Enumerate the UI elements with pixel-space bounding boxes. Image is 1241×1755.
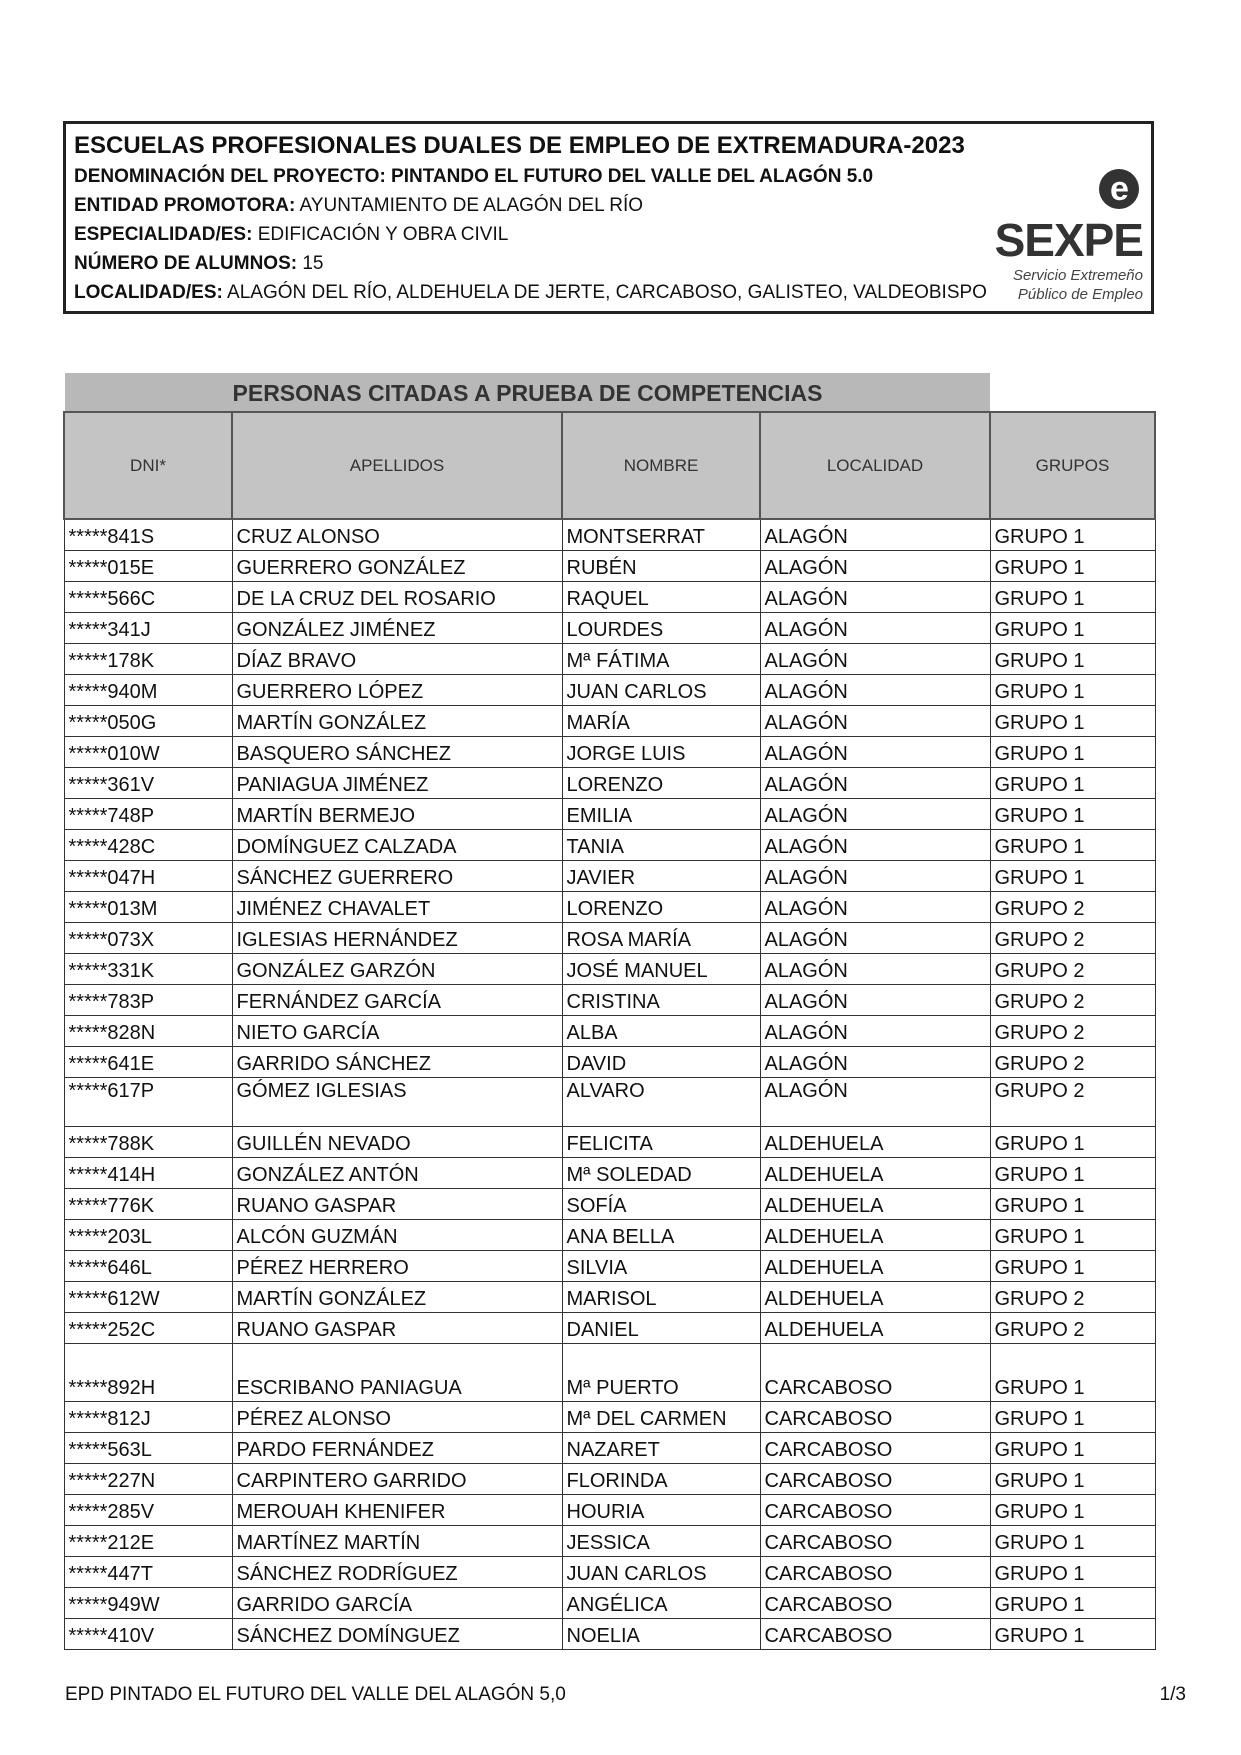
cell-apellidos: PÉREZ ALONSO (232, 1402, 562, 1433)
cell-localidad: ALAGÓN (760, 799, 990, 830)
cell-grupo: GRUPO 1 (990, 861, 1155, 892)
cell-grupo: GRUPO 1 (990, 1344, 1155, 1402)
logo-brand: SEXPE (994, 214, 1143, 266)
cell-apellidos: DOMÍNGUEZ CALZADA (232, 830, 562, 861)
cell-apellidos: GUERRERO LÓPEZ (232, 675, 562, 706)
cell-apellidos: SÁNCHEZ DOMÍNGUEZ (232, 1619, 562, 1650)
cell-localidad: ALDEHUELA (760, 1251, 990, 1282)
cell-grupo: GRUPO 1 (990, 768, 1155, 799)
cell-nombre: JESSICA (562, 1526, 760, 1557)
cell-apellidos: GONZÁLEZ GARZÓN (232, 954, 562, 985)
cell-localidad: ALAGÓN (760, 923, 990, 954)
cell-nombre: MONTSERRAT (562, 519, 760, 551)
cell-localidad: ALDEHUELA (760, 1282, 990, 1313)
cell-dni: *****178K (64, 644, 232, 675)
table-row (64, 613, 1155, 644)
cell-nombre: Mª SOLEDAD (562, 1158, 760, 1189)
cell-grupo: GRUPO 1 (990, 1220, 1155, 1251)
cell-dni: *****212E (64, 1526, 232, 1557)
table-row (64, 1526, 1155, 1557)
table-row (64, 1402, 1155, 1433)
cell-localidad: CARCABOSO (760, 1526, 990, 1557)
table-row (64, 644, 1155, 675)
cell-nombre: JUAN CARLOS (562, 675, 760, 706)
cell-apellidos: DE LA CRUZ DEL ROSARIO (232, 582, 562, 613)
cell-nombre: ROSA MARÍA (562, 923, 760, 954)
table-row (64, 551, 1155, 582)
cell-localidad: ALAGÓN (760, 551, 990, 582)
cell-dni: *****341J (64, 613, 232, 644)
cell-apellidos: PÉREZ HERRERO (232, 1251, 562, 1282)
column-header-nombre: NOMBRE (562, 412, 760, 519)
cell-apellidos: MARTÍN GONZÁLEZ (232, 706, 562, 737)
cell-localidad: ALDEHUELA (760, 1127, 990, 1158)
cell-nombre: JUAN CARLOS (562, 1557, 760, 1588)
cell-dni: *****776K (64, 1189, 232, 1220)
cell-grupo: GRUPO 2 (990, 1047, 1155, 1078)
header-label: NÚMERO DE ALUMNOS: (74, 253, 298, 274)
cell-localidad: ALAGÓN (760, 582, 990, 613)
cell-localidad: CARCABOSO (760, 1495, 990, 1526)
table-row (64, 1619, 1155, 1650)
cell-grupo: GRUPO 1 (990, 1189, 1155, 1220)
cell-grupo: GRUPO 2 (990, 1313, 1155, 1344)
cell-nombre: FLORINDA (562, 1464, 760, 1495)
cell-dni: *****010W (64, 737, 232, 768)
cell-localidad: ALAGÓN (760, 1078, 990, 1127)
cell-localidad: ALAGÓN (760, 675, 990, 706)
cell-grupo: GRUPO 1 (990, 519, 1155, 551)
cell-localidad: CARCABOSO (760, 1344, 990, 1402)
cell-apellidos: RUANO GASPAR (232, 1313, 562, 1344)
cell-grupo: GRUPO 1 (990, 799, 1155, 830)
cell-grupo: GRUPO 1 (990, 1557, 1155, 1588)
cell-apellidos: GUILLÉN NEVADO (232, 1127, 562, 1158)
cell-dni: *****566C (64, 582, 232, 613)
table-row (64, 861, 1155, 892)
column-header-grupos: GRUPOS (990, 412, 1155, 519)
cell-nombre: EMILIA (562, 799, 760, 830)
cell-apellidos: SÁNCHEZ GUERRERO (232, 861, 562, 892)
cell-apellidos: ALCÓN GUZMÁN (232, 1220, 562, 1251)
page-number: 1/3 (1159, 1684, 1186, 1705)
table-row (64, 1344, 1155, 1402)
header-label: ENTIDAD PROMOTORA: (74, 195, 296, 216)
header-label: ESPECIALIDAD/ES: (74, 224, 253, 245)
cell-nombre: LOURDES (562, 613, 760, 644)
cell-apellidos: IGLESIAS HERNÁNDEZ (232, 923, 562, 954)
table-row (64, 830, 1155, 861)
cell-localidad: ALAGÓN (760, 954, 990, 985)
table-row (64, 582, 1155, 613)
cell-apellidos: NIETO GARCÍA (232, 1016, 562, 1047)
cell-apellidos: DÍAZ BRAVO (232, 644, 562, 675)
cell-apellidos: JIMÉNEZ CHAVALET (232, 892, 562, 923)
cell-localidad: ALAGÓN (760, 830, 990, 861)
cell-localidad: ALDEHUELA (760, 1313, 990, 1344)
cell-apellidos: GARRIDO SÁNCHEZ (232, 1047, 562, 1078)
cell-dni: *****828N (64, 1016, 232, 1047)
cell-dni: *****892H (64, 1344, 232, 1402)
cell-dni: *****414H (64, 1158, 232, 1189)
cell-nombre: ANGÉLICA (562, 1588, 760, 1619)
table-row (64, 1127, 1155, 1158)
cell-grupo: GRUPO 1 (990, 706, 1155, 737)
logo-subtitle-1: Servicio Extremeño (1012, 267, 1143, 284)
cell-grupo: GRUPO 2 (990, 892, 1155, 923)
table-row (64, 1251, 1155, 1282)
table-row (64, 799, 1155, 830)
cell-apellidos: PARDO FERNÁNDEZ (232, 1433, 562, 1464)
cell-dni: *****812J (64, 1402, 232, 1433)
table-row (64, 1495, 1155, 1526)
table-body (64, 519, 1155, 1650)
e-circle-icon: e (1099, 169, 1139, 209)
cell-grupo: GRUPO 1 (990, 830, 1155, 861)
cell-nombre: FELICITA (562, 1127, 760, 1158)
cell-localidad: CARCABOSO (760, 1619, 990, 1650)
cell-localidad: ALAGÓN (760, 861, 990, 892)
document-title: ESCUELAS PROFESIONALES DUALES DE EMPLEO DE EXTREMADURA-2023 (74, 132, 965, 159)
cell-dni: *****940M (64, 675, 232, 706)
cell-nombre: SILVIA (562, 1251, 760, 1282)
cell-dni: *****428C (64, 830, 232, 861)
column-header-localidad: LOCALIDAD (760, 412, 990, 519)
column-header-dni: DNI* (64, 412, 232, 519)
cell-nombre: JOSÉ MANUEL (562, 954, 760, 985)
table-banner: PERSONAS CITADAS A PRUEBA DE COMPETENCIAS (65, 373, 990, 413)
cell-dni: *****227N (64, 1464, 232, 1495)
header-value: AYUNTAMIENTO DE ALAGÓN DEL RÍO (295, 195, 644, 216)
cell-dni: *****203L (64, 1220, 232, 1251)
table-row (64, 768, 1155, 799)
sexpe-logo (958, 162, 1143, 304)
cell-localidad: ALAGÓN (760, 1047, 990, 1078)
table-row (64, 737, 1155, 768)
cell-grupo: GRUPO 1 (990, 1251, 1155, 1282)
cell-grupo: GRUPO 1 (990, 1433, 1155, 1464)
cell-localidad: ALAGÓN (760, 1016, 990, 1047)
cell-grupo: GRUPO 1 (990, 1495, 1155, 1526)
cell-grupo: GRUPO 2 (990, 1078, 1155, 1127)
cell-nombre: RAQUEL (562, 582, 760, 613)
cell-dni: *****646L (64, 1251, 232, 1282)
cell-grupo: GRUPO 1 (990, 1526, 1155, 1557)
cell-grupo: GRUPO 2 (990, 985, 1155, 1016)
cell-nombre: JAVIER (562, 861, 760, 892)
cell-grupo: GRUPO 1 (990, 644, 1155, 675)
cell-nombre: LORENZO (562, 892, 760, 923)
cell-grupo: GRUPO 2 (990, 954, 1155, 985)
cell-nombre: HOURIA (562, 1495, 760, 1526)
cell-grupo: GRUPO 1 (990, 737, 1155, 768)
cell-grupo: GRUPO 1 (990, 1588, 1155, 1619)
cell-apellidos: GONZÁLEZ JIMÉNEZ (232, 613, 562, 644)
cell-nombre: NAZARET (562, 1433, 760, 1464)
cell-dni: *****641E (64, 1047, 232, 1078)
cell-nombre: MARISOL (562, 1282, 760, 1313)
cell-apellidos: MARTÍNEZ MARTÍN (232, 1526, 562, 1557)
cell-apellidos: ESCRIBANO PANIAGUA (232, 1344, 562, 1402)
cell-grupo: GRUPO 1 (990, 582, 1155, 613)
cell-apellidos: MARTÍN BERMEJO (232, 799, 562, 830)
table-row (64, 1078, 1155, 1127)
table-row (64, 892, 1155, 923)
cell-apellidos: CRUZ ALONSO (232, 519, 562, 551)
cell-dni: *****788K (64, 1127, 232, 1158)
cell-nombre: RUBÉN (562, 551, 760, 582)
cell-nombre: ALVARO (562, 1078, 760, 1127)
cell-nombre: Mª FÁTIMA (562, 644, 760, 675)
cell-localidad: CARCABOSO (760, 1433, 990, 1464)
table-row (64, 1047, 1155, 1078)
cell-grupo: GRUPO 1 (990, 1158, 1155, 1189)
cell-grupo: GRUPO 1 (990, 613, 1155, 644)
table-row (64, 923, 1155, 954)
table-row (64, 954, 1155, 985)
cell-apellidos: CARPINTERO GARRIDO (232, 1464, 562, 1495)
header-value: ALAGÓN DEL RÍO, ALDEHUELA DE JERTE, CARCABOSO, GALISTEO, VALDEOBISPO (222, 282, 987, 303)
cell-dni: *****047H (64, 861, 232, 892)
cell-localidad: ALAGÓN (760, 613, 990, 644)
cell-dni: *****949W (64, 1588, 232, 1619)
table-row (64, 1158, 1155, 1189)
table-row (64, 1588, 1155, 1619)
cell-apellidos: MEROUAH KHENIFER (232, 1495, 562, 1526)
cell-grupo: GRUPO 1 (990, 1464, 1155, 1495)
table-row (64, 706, 1155, 737)
citados-table (63, 411, 1156, 1650)
cell-apellidos: RUANO GASPAR (232, 1189, 562, 1220)
cell-dni: *****015E (64, 551, 232, 582)
cell-dni: *****410V (64, 1619, 232, 1650)
cell-apellidos: FERNÁNDEZ GARCÍA (232, 985, 562, 1016)
cell-dni: *****563L (64, 1433, 232, 1464)
cell-dni: *****050G (64, 706, 232, 737)
cell-nombre: DAVID (562, 1047, 760, 1078)
cell-grupo: GRUPO 1 (990, 675, 1155, 706)
cell-dni: *****252C (64, 1313, 232, 1344)
table-row (64, 1313, 1155, 1344)
header-box (63, 121, 1154, 314)
cell-apellidos: GUERRERO GONZÁLEZ (232, 551, 562, 582)
footer-title: EPD PINTADO EL FUTURO DEL VALLE DEL ALAGÓN 5,0 (65, 1684, 566, 1705)
header-label: DENOMINACIÓN DEL PROYECTO: PINTANDO EL FUTURO DEL VALLE DEL ALAGÓN 5.0 (74, 166, 874, 187)
cell-localidad: ALAGÓN (760, 706, 990, 737)
cell-grupo: GRUPO 2 (990, 923, 1155, 954)
table-row (64, 1433, 1155, 1464)
cell-dni: *****331K (64, 954, 232, 985)
cell-grupo: GRUPO 1 (990, 1127, 1155, 1158)
cell-nombre: ALBA (562, 1016, 760, 1047)
logo-subtitle-2: Público de Empleo (1017, 286, 1143, 303)
cell-localidad: ALDEHUELA (760, 1220, 990, 1251)
cell-grupo: GRUPO 2 (990, 1282, 1155, 1313)
table-row (64, 675, 1155, 706)
cell-localidad: ALAGÓN (760, 519, 990, 551)
cell-dni: *****617P (64, 1078, 232, 1127)
table-row (64, 1557, 1155, 1588)
cell-nombre: TANIA (562, 830, 760, 861)
cell-localidad: ALAGÓN (760, 737, 990, 768)
cell-nombre: MARÍA (562, 706, 760, 737)
header-label: LOCALIDAD/ES: (74, 282, 223, 303)
cell-grupo: GRUPO 1 (990, 1619, 1155, 1650)
cell-dni: *****073X (64, 923, 232, 954)
cell-apellidos: GÓMEZ IGLESIAS (232, 1078, 562, 1127)
cell-nombre: JORGE LUIS (562, 737, 760, 768)
cell-localidad: CARCABOSO (760, 1402, 990, 1433)
cell-apellidos: SÁNCHEZ RODRÍGUEZ (232, 1557, 562, 1588)
cell-dni: *****361V (64, 768, 232, 799)
table-row (64, 519, 1155, 551)
table-row (64, 1016, 1155, 1047)
table-row (64, 1189, 1155, 1220)
cell-grupo: GRUPO 1 (990, 551, 1155, 582)
table-row (64, 1220, 1155, 1251)
cell-dni: *****013M (64, 892, 232, 923)
cell-grupo: GRUPO 2 (990, 1016, 1155, 1047)
table-row (64, 985, 1155, 1016)
header-value: EDIFICACIÓN Y OBRA CIVIL (252, 224, 509, 245)
cell-localidad: CARCABOSO (760, 1588, 990, 1619)
cell-apellidos: BASQUERO SÁNCHEZ (232, 737, 562, 768)
cell-localidad: ALAGÓN (760, 644, 990, 675)
cell-nombre: Mª DEL CARMEN (562, 1402, 760, 1433)
cell-localidad: ALAGÓN (760, 892, 990, 923)
cell-dni: *****285V (64, 1495, 232, 1526)
cell-nombre: SOFÍA (562, 1189, 760, 1220)
cell-nombre: ANA BELLA (562, 1220, 760, 1251)
header-value: 15 (297, 253, 324, 274)
cell-apellidos: PANIAGUA JIMÉNEZ (232, 768, 562, 799)
table-header-row (64, 412, 1155, 519)
cell-dni: *****783P (64, 985, 232, 1016)
cell-grupo: GRUPO 1 (990, 1402, 1155, 1433)
cell-nombre: Mª PUERTO (562, 1344, 760, 1402)
cell-localidad: ALDEHUELA (760, 1189, 990, 1220)
cell-nombre: CRISTINA (562, 985, 760, 1016)
cell-apellidos: GONZÁLEZ ANTÓN (232, 1158, 562, 1189)
cell-dni: *****748P (64, 799, 232, 830)
cell-dni: *****612W (64, 1282, 232, 1313)
cell-localidad: CARCABOSO (760, 1464, 990, 1495)
cell-apellidos: GARRIDO GARCÍA (232, 1588, 562, 1619)
cell-localidad: ALAGÓN (760, 768, 990, 799)
cell-apellidos: MARTÍN GONZÁLEZ (232, 1282, 562, 1313)
cell-nombre: DANIEL (562, 1313, 760, 1344)
table-row (64, 1464, 1155, 1495)
cell-dni: *****841S (64, 519, 232, 551)
cell-nombre: LORENZO (562, 768, 760, 799)
cell-dni: *****447T (64, 1557, 232, 1588)
table-row (64, 1282, 1155, 1313)
cell-localidad: ALAGÓN (760, 985, 990, 1016)
cell-nombre: NOELIA (562, 1619, 760, 1650)
cell-localidad: ALDEHUELA (760, 1158, 990, 1189)
column-header-apellidos: APELLIDOS (232, 412, 562, 519)
cell-localidad: CARCABOSO (760, 1557, 990, 1588)
